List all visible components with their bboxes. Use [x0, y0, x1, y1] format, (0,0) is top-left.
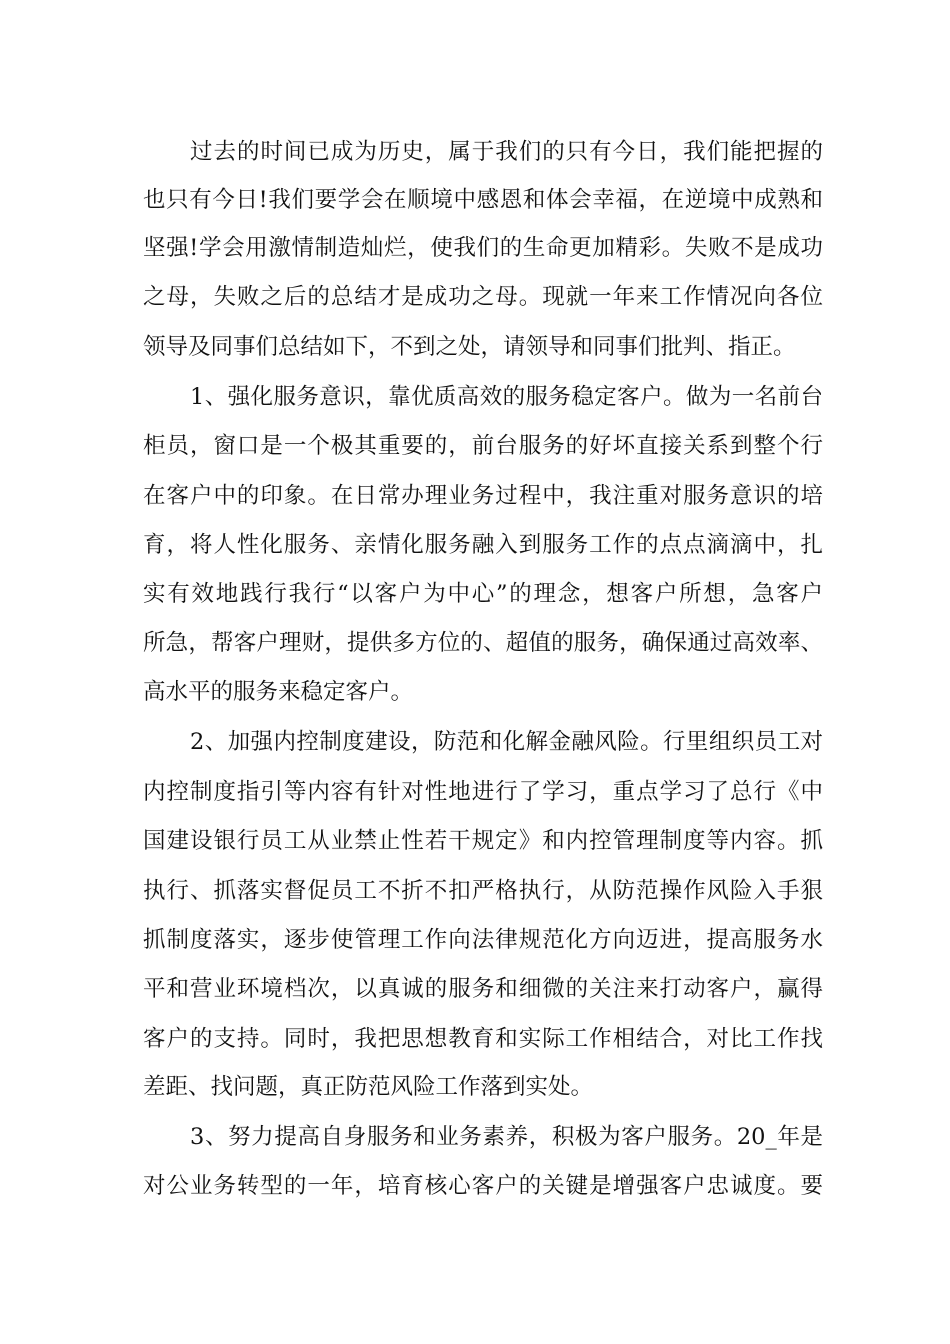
- paragraph-3-line-5: 抓制度落实，逐步使管理工作向法律规范化方向迈进，提高服务水: [143, 927, 823, 953]
- paragraph-1-line-3: 坚强!学会用激情制造灿烂，使我们的生命更加精彩。失败不是成功: [143, 235, 823, 261]
- paragraph-2-line-6: 所急，帮客户理财，提供多方位的、超值的服务，确保通过高效率、: [143, 630, 823, 656]
- paragraph-2-line-2: 柜员，窗口是一个极其重要的，前台服务的好坏直接关系到整个行: [143, 433, 823, 459]
- paragraph-3-line-3: 国建设银行员工从业禁止性若干规定》和内控管理制度等内容。抓: [143, 828, 823, 854]
- paragraph-3-line-7: 客户的支持。同时，我把思想教育和实际工作相结合，对比工作找: [143, 1026, 823, 1052]
- paragraph-1-line-1: 过去的时间已成为历史，属于我们的只有今日，我们能把握的: [190, 139, 823, 165]
- paragraph-3-line-4: 执行、抓落实督促员工不折不扣严格执行，从防范操作风险入手狠: [143, 878, 823, 904]
- paragraph-2-line-4: 育，将人性化服务、亲情化服务融入到服务工作的点点滴滴中，扎: [143, 532, 823, 558]
- paragraph-3-line-2: 内控制度指引等内容有针对性地进行了学习，重点学习了总行《中: [143, 779, 823, 805]
- paragraph-2-line-5: 实有效地践行我行“以客户为中心”的理念，想客户所想，急客户: [143, 581, 823, 607]
- paragraph-2-line-1: 1、强化服务意识，靠优质高效的服务稳定客户。做为一名前台: [190, 384, 823, 410]
- paragraph-3-line-1: 2、加强内控制度建设，防范和化解金融风险。行里组织员工对: [190, 729, 823, 755]
- paragraph-2-line-7: 高水平的服务来稳定客户。: [143, 679, 414, 705]
- paragraph-4-line-2: 对公业务转型的一年，培育核心客户的关键是增强客户忠诚度。要: [143, 1173, 823, 1199]
- paragraph-3-line-8: 差距、找问题，真正防范风险工作落到实处。: [143, 1074, 594, 1100]
- paragraph-1-line-5: 领导及同事们总结如下，不到之处，请领导和同事们批判、指正。: [143, 334, 796, 360]
- paragraph-1-line-4: 之母，失败之后的总结才是成功之母。现就一年来工作情况向各位: [143, 284, 823, 310]
- paragraph-3-line-6: 平和营业环境档次，以真诚的服务和细微的关注来打动客户，赢得: [143, 976, 823, 1002]
- paragraph-1-line-2: 也只有今日!我们要学会在顺境中感恩和体会幸福，在逆境中成熟和: [143, 187, 823, 213]
- paragraph-4-line-1: 3、努力提高自身服务和业务素养，积极为客户服务。20_年是: [190, 1124, 823, 1150]
- paragraph-2-line-3: 在客户中的印象。在日常办理业务过程中，我注重对服务意识的培: [143, 483, 823, 509]
